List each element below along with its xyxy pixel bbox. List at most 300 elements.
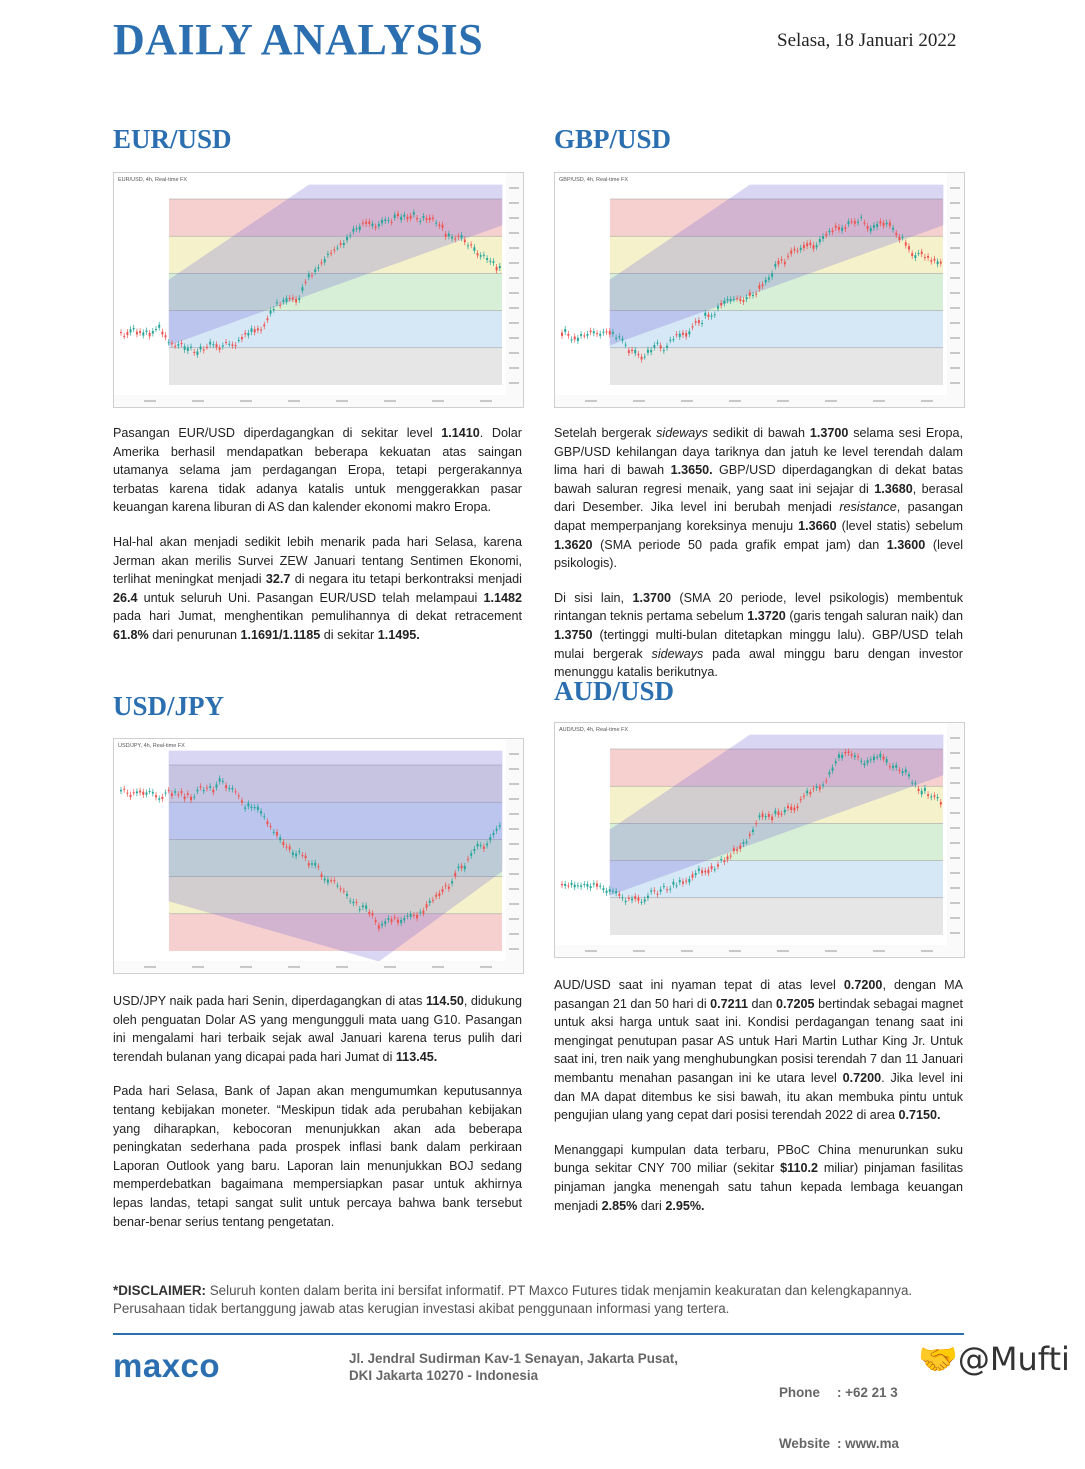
gbpusd-candle xyxy=(698,320,700,323)
usdjpy-candle xyxy=(238,795,240,796)
eurusd-candle xyxy=(432,218,434,219)
gbpusd-candle xyxy=(921,252,923,254)
audusd-candle xyxy=(653,890,655,891)
gbpusd-candle xyxy=(781,259,783,260)
gbpusd-candle xyxy=(720,303,722,306)
gbpusd-paragraph-2: Di sisi lain, 1.3700 (SMA 20 periode, level psikologis) membentuk rintangan teknis pertama sebelum 1.3720 (garis tengah saluran naik) dan 1.3750 (tertinggi multi-bulan ditetapkan minggu lalu). GBP/USD telah mulai bergerak sideways pada awal minggu baru dengan investor menunggu katalis berikutnya. xyxy=(554,590,964,680)
usdjpy-candle xyxy=(158,798,160,799)
eurusd-candle xyxy=(209,342,211,345)
gbpusd-candle xyxy=(586,334,588,336)
eurusd-candle xyxy=(276,302,278,303)
eurusd-candle xyxy=(438,225,440,226)
usdjpy-candle xyxy=(438,893,440,896)
gbpusd-candle xyxy=(762,284,764,286)
audusd-candle xyxy=(930,797,932,798)
eurusd-candle xyxy=(394,215,396,218)
eurusd-candle xyxy=(419,221,421,222)
eurusd-candle xyxy=(387,220,389,221)
usdjpy-candle xyxy=(196,790,198,792)
eurusd-candle xyxy=(375,226,377,227)
audusd-candle xyxy=(879,754,881,758)
gbpusd-candle xyxy=(765,280,767,282)
eurusd-candle xyxy=(340,243,342,245)
audusd-candle xyxy=(704,871,706,873)
eurusd-candle xyxy=(384,220,386,221)
gbpusd-candle xyxy=(870,228,872,231)
usdjpy-candle xyxy=(352,902,354,904)
usdjpy-candle xyxy=(289,847,291,850)
gbpusd-candle xyxy=(933,259,935,261)
gbpusd-candle xyxy=(621,339,623,341)
usdjpy-candle xyxy=(464,866,466,869)
eurusd-candle xyxy=(346,237,348,240)
gbpusd-candle xyxy=(714,314,716,315)
eurusd-candle xyxy=(190,347,192,348)
gbpusd-candle xyxy=(771,273,773,276)
audusd-candle xyxy=(692,874,694,877)
audusd-candle xyxy=(927,794,929,796)
eurusd-candle xyxy=(422,216,424,218)
gbpusd-candle xyxy=(682,333,684,335)
usdjpy-candle xyxy=(257,807,259,810)
eurusd-candle xyxy=(174,346,176,347)
eurusd-candle xyxy=(145,330,147,331)
usdjpy-candle xyxy=(371,913,373,915)
usdjpy-candle xyxy=(394,917,396,918)
audusd-candle xyxy=(895,765,897,768)
usdjpy-candle xyxy=(184,796,186,799)
gbpusd-chart xyxy=(554,172,965,408)
eurusd-candle xyxy=(216,344,218,347)
eurusd-candle xyxy=(136,332,138,335)
audusd-chart-header: AUD/USD, 4h, Real-time FX xyxy=(559,727,629,733)
audusd-candle xyxy=(768,814,770,817)
gbpusd-candle xyxy=(663,350,665,351)
eurusd-candle xyxy=(371,224,373,226)
usdjpy-candle xyxy=(442,889,444,892)
gbpusd-candle xyxy=(704,313,706,316)
gbpusd-candle xyxy=(851,221,853,222)
gbpusd-candle xyxy=(883,223,885,226)
audusd-candle xyxy=(873,756,875,760)
audusd-candle xyxy=(902,771,904,773)
eurusd-candle xyxy=(317,267,319,268)
audusd-candle xyxy=(889,766,891,767)
eurusd-paragraph-1: Pasangan EUR/USD diperdagangkan di sekitar level 1.1410. Dolar Amerika berhasil mendapatkan beberapa kekuatan atas saingan utamanya selama jam perdagangan Eropa, tetapi pergerakannya terbatas karena tidak adanya katalis untuk menggerakkan pasar keuangan karena liburan di AS dan kalender ekonomi makro Eropa. xyxy=(113,426,522,515)
audusd-candle xyxy=(860,761,862,762)
audusd-candle xyxy=(892,766,894,768)
gbpusd-candle xyxy=(571,339,573,340)
gbpusd-candle xyxy=(672,339,674,340)
audusd-candle xyxy=(749,834,751,836)
eurusd-candle xyxy=(187,348,189,351)
gbpusd-candle xyxy=(637,354,639,355)
gbpusd-candle xyxy=(806,243,808,246)
audusd-candle xyxy=(707,870,709,874)
audusd-candle xyxy=(777,812,779,815)
eurusd-candle xyxy=(152,331,154,334)
gbpusd-candle xyxy=(927,256,929,258)
usdjpy-candle xyxy=(359,909,361,910)
gbpusd-candle xyxy=(758,285,760,288)
gbpusd-candle xyxy=(787,256,789,257)
usdjpy-candle xyxy=(457,867,459,869)
eurusd-candle xyxy=(222,345,224,346)
gbpusd-candle xyxy=(612,332,614,334)
disclaimer-text: Seluruh konten dalam berita ini bersifat informatif. PT Maxco Futures tidak menjamin keakuratan dan kelengkapannya. Perusahaan tidak bertanggung jawab atas kerugian investasi akibat penggunaan informasi yang tertera. xyxy=(113,1283,913,1316)
usdjpy-candle xyxy=(477,844,479,847)
gbpusd-candle xyxy=(609,331,611,335)
usdjpy-candle xyxy=(247,803,249,806)
gbpusd-candle xyxy=(848,221,850,224)
usdjpy-candle xyxy=(177,794,179,795)
gbpusd-candle xyxy=(727,299,729,300)
eurusd-candle xyxy=(180,343,182,344)
audusd-candle xyxy=(723,860,725,862)
audusd-candle xyxy=(886,759,888,762)
gbpusd-candle xyxy=(924,257,926,258)
usdjpy-candle xyxy=(231,788,233,790)
gbpusd-candle xyxy=(577,338,579,341)
eurusd-candle xyxy=(403,215,405,217)
audusd-candle xyxy=(714,869,716,870)
gbpusd-candle xyxy=(854,221,856,224)
eurusd-candle xyxy=(282,300,284,302)
audusd-candle xyxy=(742,842,744,844)
audusd-candle xyxy=(752,830,754,832)
eurusd-candle xyxy=(467,245,469,246)
eurusd-candle xyxy=(235,345,237,346)
eurusd-candle xyxy=(311,275,313,276)
page-title: DAILY ANALYSIS xyxy=(113,15,484,64)
gbpusd-candle xyxy=(650,350,652,352)
audusd-candle xyxy=(867,760,869,763)
gbpusd-candle xyxy=(666,346,668,348)
audusd-candle xyxy=(851,754,853,756)
usdjpy-candle xyxy=(174,791,176,792)
usdjpy-candle xyxy=(480,845,482,846)
audusd-candle xyxy=(602,888,604,890)
audusd-candle xyxy=(863,763,865,765)
usdjpy-candle xyxy=(270,826,272,827)
audusd-candle xyxy=(790,807,792,810)
audusd-candle xyxy=(832,767,834,770)
eurusd-candle xyxy=(477,253,479,255)
gbpusd-candle xyxy=(628,350,630,353)
gbpusd-candle xyxy=(707,314,709,316)
audusd-candle xyxy=(739,846,741,849)
gbpusd-candle xyxy=(561,333,563,336)
audusd-candle xyxy=(685,881,687,882)
eurusd-chart-svg xyxy=(114,173,523,407)
usdjpy-candle xyxy=(165,793,167,794)
audusd-paragraph-2: Menanggapi kumpulan data terbaru, PBoC China menurunkan suku bunga sekitar CNY 700 miliar (sekitar $110.2 miliar) pinjaman fasilitas pinjaman jangka menengah satu tahun kepada lembaga keuangan menjadi 2.85% dari 2.95%. xyxy=(554,1142,964,1213)
usdjpy-text xyxy=(113,992,522,1247)
phone-label: Phone xyxy=(779,1385,820,1400)
eurusd-candle xyxy=(123,336,125,337)
usdjpy-candle xyxy=(340,889,342,890)
usdjpy-candle xyxy=(219,778,221,781)
audusd-candle xyxy=(577,885,579,886)
eurusd-candle xyxy=(333,250,335,251)
gbpusd-candle xyxy=(860,217,862,218)
gbpusd-candle xyxy=(657,343,659,344)
gbpusd-candle xyxy=(631,350,633,351)
usdjpy-chart xyxy=(113,738,524,974)
usdjpy-candle xyxy=(448,887,450,889)
usdjpy-candle xyxy=(473,849,475,851)
eurusd-candle xyxy=(149,333,151,336)
usdjpy-candle xyxy=(203,790,205,791)
gbpusd-candle xyxy=(800,248,802,250)
usdjpy-candle xyxy=(209,786,211,788)
audusd-candle xyxy=(883,757,885,760)
audusd-candle xyxy=(660,889,662,891)
address-line-2: DKI Jakarta 10270 - Indonesia xyxy=(349,1368,539,1383)
gbpusd-candle xyxy=(816,245,818,247)
audusd-candle xyxy=(571,883,573,885)
eurusd-candle xyxy=(381,220,383,223)
gbpusd-candle xyxy=(593,331,595,333)
audusd-candle xyxy=(612,891,614,892)
usdjpy-candle xyxy=(123,789,125,790)
gbpusd-candle xyxy=(701,323,703,324)
gbpusd-candle xyxy=(797,251,799,252)
usdjpy-candle xyxy=(343,891,345,892)
audusd-candle xyxy=(634,896,636,899)
usdjpy-candle xyxy=(155,795,157,797)
audusd-candle xyxy=(590,886,592,888)
gbpusd-candle xyxy=(886,223,888,225)
audusd-candle xyxy=(625,901,627,902)
gbpusd-candle xyxy=(768,278,770,280)
usdjpy-candle xyxy=(426,904,428,908)
usdjpy-candle xyxy=(362,906,364,908)
eurusd-candle xyxy=(251,328,253,332)
usdjpy-candle xyxy=(206,788,208,789)
audusd-candle xyxy=(631,899,633,901)
usdjpy-candle xyxy=(321,874,323,877)
audusd-candle xyxy=(606,891,608,893)
audusd-candle xyxy=(937,797,939,798)
audusd-candle xyxy=(825,781,827,782)
usdjpy-paragraph-2: Pada hari Selasa, Bank of Japan akan mengumumkan keputusannya tentang kebijakan moneter. “Meskipun tidak ada perubahan kebijakan yang diharapkan, kebocoran menunjukkan akan ada beberapa peningkatan sederhana pada prospek inflasi bank dalam perkiraan Laporan Outlook yang baru. Laporan lain menunjukkan BOJ sedang memperdebatkan bagaimana mempersiapkan pasar untuk akhirnya lepas landas, tetapi sangat sulit untuk percaya bahwa bank tersebut benar-benar serius tentang pengetatan. xyxy=(113,1084,522,1229)
eurusd-candle xyxy=(193,352,195,353)
gbpusd-candle xyxy=(749,293,751,296)
audusd-candle xyxy=(918,789,920,791)
gbpusd-candle xyxy=(911,253,913,256)
eurusd-candle xyxy=(130,329,132,332)
usdjpy-candle xyxy=(467,859,469,860)
eurusd-candle xyxy=(410,216,412,219)
usdjpy-title: USD/JPY xyxy=(113,691,225,721)
gbpusd-candle xyxy=(564,329,566,332)
gbpusd-candle xyxy=(841,228,843,231)
audusd-candle xyxy=(800,799,802,800)
gbpusd-candle xyxy=(844,227,846,229)
audusd-candle xyxy=(641,902,643,903)
usdjpy-candle xyxy=(378,925,380,928)
audusd-candle xyxy=(921,791,923,795)
usdjpy-candle xyxy=(387,918,389,920)
eurusd-candle xyxy=(429,217,431,220)
eurusd-candle xyxy=(461,235,463,238)
audusd-candle xyxy=(650,891,652,892)
eurusd-candle xyxy=(454,238,456,239)
gbpusd-candle xyxy=(746,297,748,299)
usdjpy-candle xyxy=(384,921,386,924)
address-line-1: Jl. Jendral Sudirman Kav-1 Senayan, Jakarta Pusat, xyxy=(349,1351,678,1366)
usdjpy-candle xyxy=(168,790,170,791)
gbpusd-candle xyxy=(889,222,891,225)
eurusd-candle xyxy=(165,335,167,337)
gbpusd-candle xyxy=(583,335,585,336)
eurusd-candle xyxy=(126,332,128,335)
audusd-candle xyxy=(940,802,942,805)
eurusd-candle xyxy=(225,342,227,343)
gbpusd-candle xyxy=(723,301,725,304)
audusd-candle xyxy=(586,884,588,887)
gbpusd-candle xyxy=(739,299,741,301)
usdjpy-candle xyxy=(365,905,367,908)
eurusd-candle xyxy=(352,229,354,232)
eurusd-candle xyxy=(365,222,367,224)
audusd-candle xyxy=(819,787,821,790)
gbpusd-candle xyxy=(784,262,786,265)
usdjpy-candle xyxy=(241,800,243,802)
gbpusd-candle xyxy=(777,261,779,264)
gbpusd-candle xyxy=(644,357,646,358)
eurusd-candle xyxy=(473,247,475,251)
eurusd-candle xyxy=(292,298,294,300)
audusd-candle xyxy=(797,806,799,808)
audusd-candle xyxy=(806,791,808,794)
gbpusd-candle xyxy=(679,334,681,337)
eurusd-candle xyxy=(161,332,163,335)
gbpusd-candle xyxy=(752,295,754,296)
gbpusd-chart-header: GBP/USD, 4h, Real-time FX xyxy=(559,177,629,183)
audusd-candle xyxy=(701,870,703,873)
usdjpy-candle xyxy=(422,911,424,914)
gbpusd-candle xyxy=(660,345,662,348)
usdjpy-candle xyxy=(368,912,370,914)
eurusd-candle xyxy=(260,330,262,331)
gbpusd-candle xyxy=(647,350,649,353)
contact-info xyxy=(779,1350,899,1469)
audusd-candle xyxy=(787,806,789,808)
audusd-candle xyxy=(924,788,926,791)
audusd-candle xyxy=(637,898,639,901)
eurusd-candle xyxy=(279,305,281,306)
usdjpy-candle xyxy=(251,807,253,808)
eurusd-candle xyxy=(448,234,450,237)
usdjpy-candle xyxy=(483,847,485,849)
eurusd-candle xyxy=(228,344,230,345)
usdjpy-candle xyxy=(470,853,472,856)
gbpusd-candle xyxy=(596,333,598,334)
watermark: 🤝@Mufti xyxy=(918,1340,1070,1378)
eurusd-candle xyxy=(254,329,256,332)
eurusd-candle xyxy=(362,223,364,224)
gbpusd-candle xyxy=(685,333,687,337)
eurusd-candle xyxy=(298,298,300,300)
audusd-candle xyxy=(593,883,595,884)
eurusd-candle xyxy=(470,244,472,245)
eurusd-candle xyxy=(489,261,491,262)
gbpusd-candle xyxy=(809,243,811,245)
audusd-candle xyxy=(666,889,668,890)
eurusd-text xyxy=(113,424,522,661)
audusd-chart xyxy=(554,722,965,958)
gbpusd-candle xyxy=(930,260,932,261)
usdjpy-candle xyxy=(327,879,329,882)
usdjpy-candle xyxy=(356,902,358,903)
gbpusd-candle xyxy=(873,225,875,228)
gbpusd-candle xyxy=(828,231,830,232)
gbpusd-candle xyxy=(914,255,916,258)
gbpusd-candle xyxy=(602,332,604,333)
audusd-candle xyxy=(711,866,713,869)
audusd-candle xyxy=(755,823,757,824)
gbpusd-candle xyxy=(688,331,690,334)
audusd-candle xyxy=(908,774,910,776)
audusd-candle xyxy=(765,816,767,817)
usdjpy-candle xyxy=(435,895,437,897)
usdjpy-candle xyxy=(391,919,393,922)
disclaimer xyxy=(113,1282,973,1318)
audusd-candle xyxy=(844,752,846,753)
eurusd-candle xyxy=(155,329,157,330)
eurusd-candle xyxy=(301,287,303,290)
usdjpy-candle xyxy=(496,829,498,831)
usdjpy-candle xyxy=(190,797,192,800)
eurusd-candle xyxy=(241,337,243,339)
gbpusd-candle xyxy=(733,299,735,300)
gbpusd-candle xyxy=(615,338,617,339)
usdjpy-candle xyxy=(152,792,154,794)
eurusd-chart xyxy=(113,172,524,408)
gbpusd-candle xyxy=(879,221,881,223)
usdjpy-candle xyxy=(292,853,294,855)
usdjpy-candle xyxy=(276,832,278,836)
gbpusd-candle xyxy=(692,326,694,327)
eurusd-candle xyxy=(314,269,316,272)
audusd-candle xyxy=(564,884,566,886)
usdjpy-candle xyxy=(451,881,453,883)
usdjpy-candle xyxy=(410,914,412,917)
eurusd-title: EUR/USD xyxy=(113,124,232,154)
gbpusd-candle xyxy=(905,242,907,245)
gbpusd-candle xyxy=(742,300,744,302)
gbpusd-candle xyxy=(832,230,834,232)
gbpusd-candle xyxy=(669,340,671,341)
audusd-text xyxy=(554,976,963,1231)
gbpusd-time-axis xyxy=(555,395,964,407)
usdjpy-candle xyxy=(346,894,348,896)
usdjpy-candle xyxy=(305,856,307,858)
usdjpy-candle xyxy=(461,866,463,868)
usdjpy-candle xyxy=(126,793,128,794)
gbpusd-candle xyxy=(641,357,643,360)
usdjpy-candle xyxy=(244,807,246,809)
eurusd-candle xyxy=(368,222,370,224)
eurusd-candle xyxy=(308,274,310,277)
eurusd-candle xyxy=(324,259,326,262)
eurusd-candle xyxy=(257,328,259,330)
audusd-candle xyxy=(870,759,872,760)
eurusd-candle xyxy=(133,328,135,329)
eurusd-candle xyxy=(286,298,288,302)
